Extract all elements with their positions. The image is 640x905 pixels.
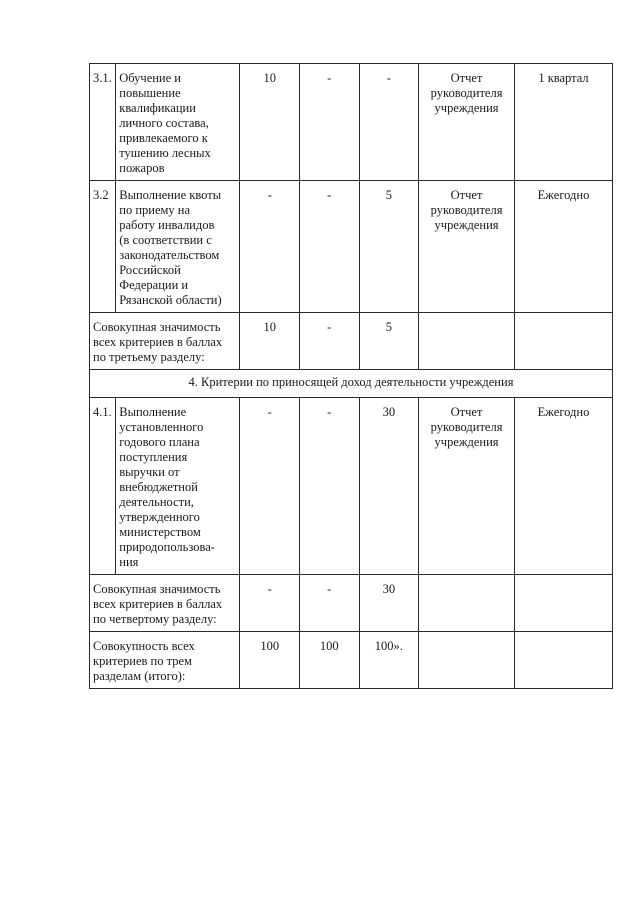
subtotal-row <box>90 313 613 370</box>
value-cell: - <box>240 398 300 575</box>
total-row <box>90 632 613 689</box>
source-cell: Отчет руководителя учреждения <box>419 64 515 181</box>
value-cell: 100 <box>299 632 359 689</box>
value-cell: 5 <box>359 181 419 313</box>
value-cell: - <box>299 64 359 181</box>
period-cell: Ежегодно <box>515 398 613 575</box>
section-title: 4. Критерии по приносящей доход деятельности учреждения <box>90 370 613 398</box>
value-cell: - <box>299 313 359 370</box>
period-cell: 1 квартал <box>515 64 613 181</box>
value-cell: - <box>299 398 359 575</box>
value-cell: 10 <box>240 313 300 370</box>
subtotal-label: Совокупная значимость всех критериев в баллах по третьему разделу: <box>90 313 240 370</box>
row-number: 3.1. <box>90 64 116 181</box>
value-cell: 100 <box>240 632 300 689</box>
row-number: 3.2 <box>90 181 116 313</box>
section-header-row <box>90 370 613 398</box>
value-cell: 30 <box>359 398 419 575</box>
row-number: 4.1. <box>90 398 116 575</box>
period-cell: Ежегодно <box>515 181 613 313</box>
value-cell: - <box>240 575 300 632</box>
criterion-name: Выполнение квоты по приему на работу инвалидов (в соответствии с законодательством Российской Федерации и Рязанской области) <box>116 181 240 313</box>
value-cell: 10 <box>240 64 300 181</box>
value-cell: 100». <box>359 632 419 689</box>
value-cell: - <box>299 181 359 313</box>
value-cell: - <box>240 181 300 313</box>
criterion-name: Обучение и повышение квалификации личного состава, привлекаемого к тушению лесных пожаров <box>116 64 240 181</box>
table-row <box>90 398 613 575</box>
value-cell: - <box>359 64 419 181</box>
criterion-name: Выполнение установленного годового плана поступления выручки от внебюджетной деятельности, утвержденного министерством природопользова- ния <box>116 398 240 575</box>
source-cell: Отчет руководителя учреждения <box>419 181 515 313</box>
total-label: Совокупность всех критериев по трем разделам (итого): <box>90 632 240 689</box>
criteria-table <box>89 63 613 689</box>
subtotal-row <box>90 575 613 632</box>
table-row <box>90 181 613 313</box>
table-row <box>90 64 613 181</box>
value-cell: 30 <box>359 575 419 632</box>
source-cell: Отчет руководителя учреждения <box>419 398 515 575</box>
value-cell: 5 <box>359 313 419 370</box>
value-cell: - <box>299 575 359 632</box>
subtotal-label: Совокупная значимость всех критериев в баллах по четвертому разделу: <box>90 575 240 632</box>
